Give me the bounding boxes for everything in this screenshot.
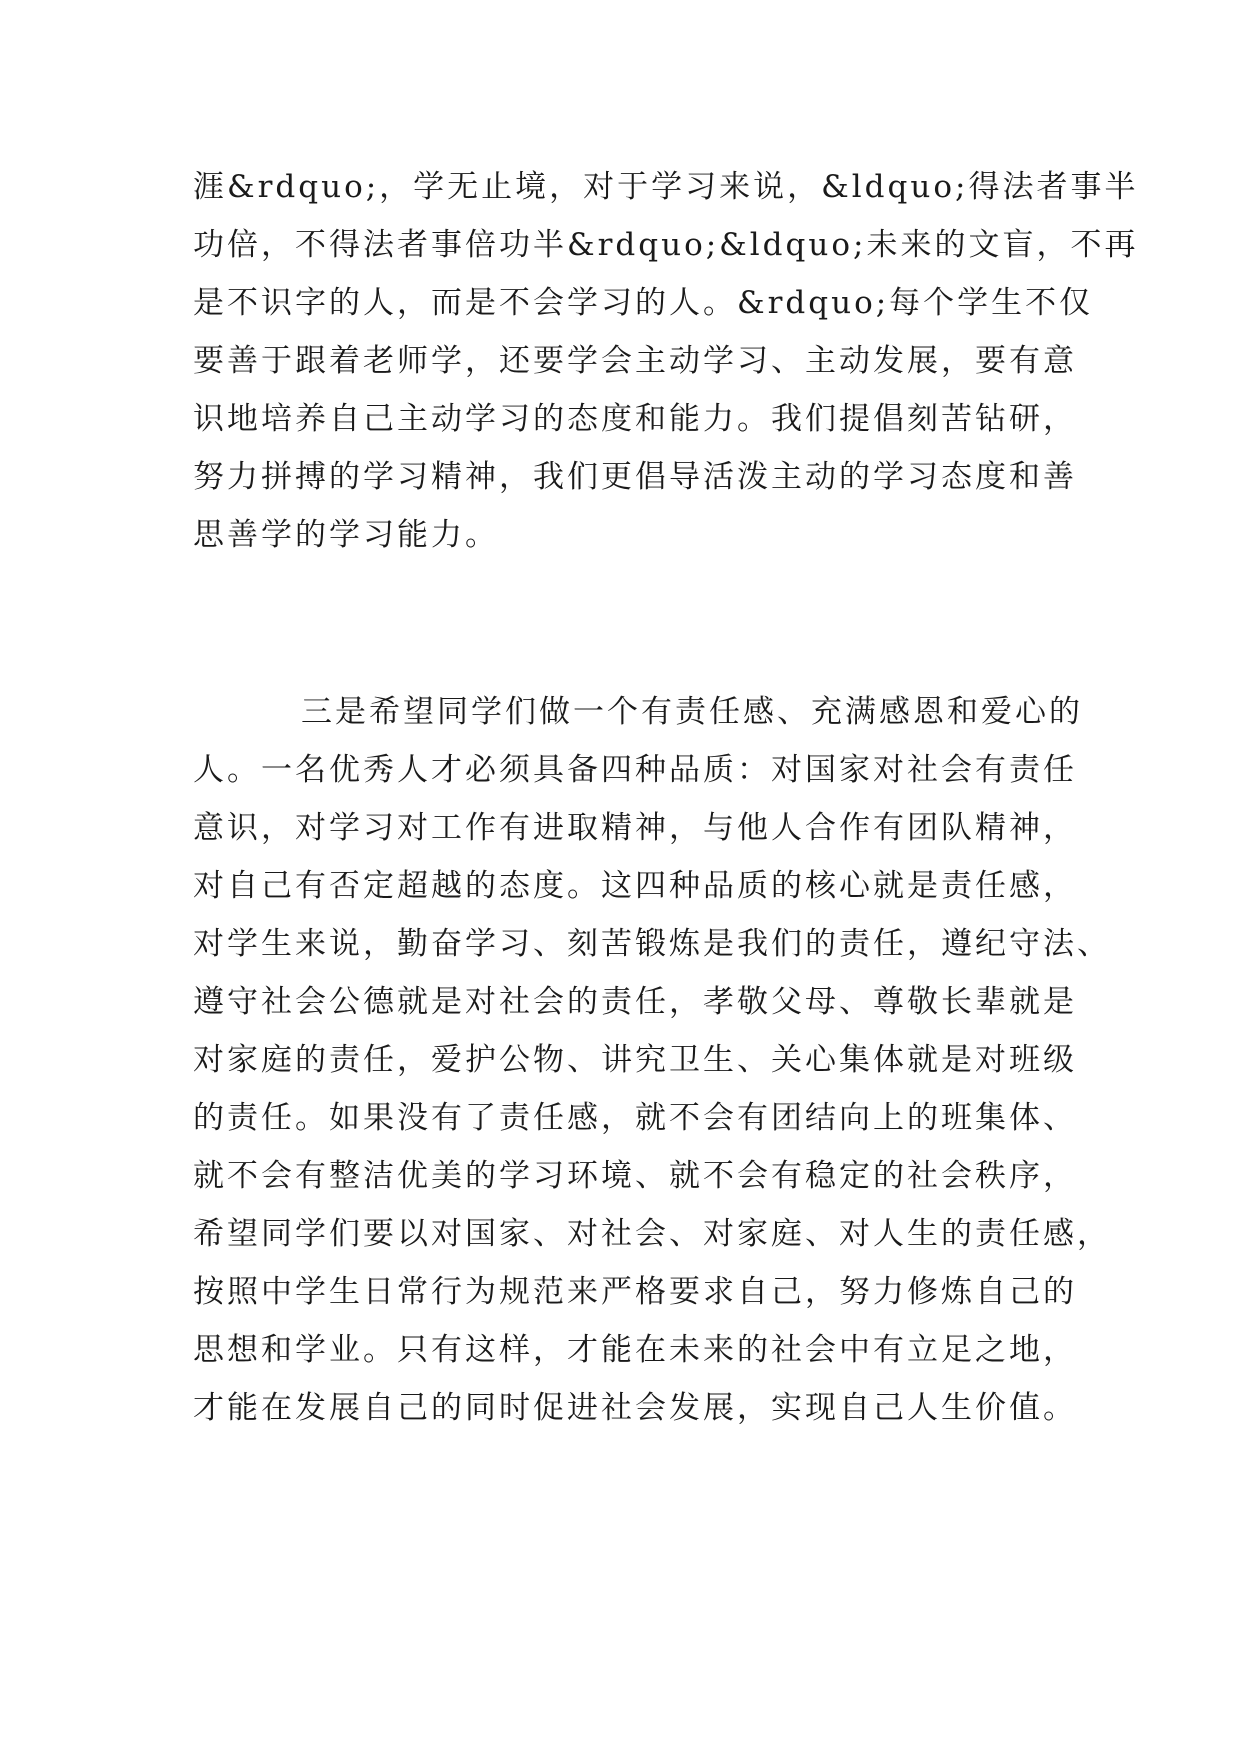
paragraph-line: 按照中学生日常行为规范来严格要求自己，努力修炼自己的 [193, 1274, 1077, 1310]
paragraph-line: 遵守社会公德就是对社会的责任，孝敬父母、尊敬长辈就是 [193, 984, 1077, 1020]
paragraph-line: 才能在发展自己的同时促进社会发展，实现自己人生价值。 [193, 1390, 1077, 1426]
paragraph-line: 要善于跟着老师学，还要学会主动学习、主动发展，要有意 [193, 343, 1077, 379]
paragraph-line: 人。一名优秀人才必须具备四种品质：对国家对社会有责任 [193, 752, 1077, 788]
paragraph-responsibility [193, 683, 1111, 1437]
paragraph-line: 识地培养自己主动学习的态度和能力。我们提倡刻苦钻研， [193, 401, 1077, 437]
paragraph-line: 思想和学业。只有这样，才能在未来的社会中有立足之地， [193, 1332, 1077, 1368]
paragraph-line: 意识，对学习对工作有进取精神，与他人合作有团队精神， [193, 810, 1077, 846]
paragraph-study-methods [193, 158, 1139, 564]
paragraph-first-line: 三是希望同学们做一个有责任感、充满感恩和爱心的 [301, 694, 1083, 730]
paragraph-line: 就不会有整洁优美的学习环境、就不会有稳定的社会秩序， [193, 1158, 1077, 1194]
paragraph-line: 思善学的学习能力。 [193, 517, 499, 553]
paragraph-line: 努力拼搏的学习精神，我们更倡导活泼主动的学习态度和善 [193, 459, 1077, 495]
paragraph-line: 对学生来说，勤奋学习、刻苦锻炼是我们的责任，遵纪守法、 [193, 926, 1111, 962]
paragraph-line: 希望同学们要以对国家、对社会、对家庭、对人生的责任感， [193, 1216, 1111, 1252]
paragraph-line: 涯&rdquo;，学无止境，对于学习来说，&ldquo;得法者事半 [193, 169, 1139, 205]
paragraph-line: 功倍，不得法者事倍功半&rdquo;&ldquo;未来的文盲，不再 [193, 227, 1139, 263]
paragraph-line: 对家庭的责任，爱护公物、讲究卫生、关心集体就是对班级 [193, 1042, 1077, 1078]
paragraph-line: 对自己有否定超越的态度。这四种品质的核心就是责任感， [193, 868, 1077, 904]
paragraph-line: 是不识字的人，而是不会学习的人。&rdquo;每个学生不仅 [193, 285, 1094, 321]
paragraph-line: 的责任。如果没有了责任感，就不会有团结向上的班集体、 [193, 1100, 1077, 1136]
